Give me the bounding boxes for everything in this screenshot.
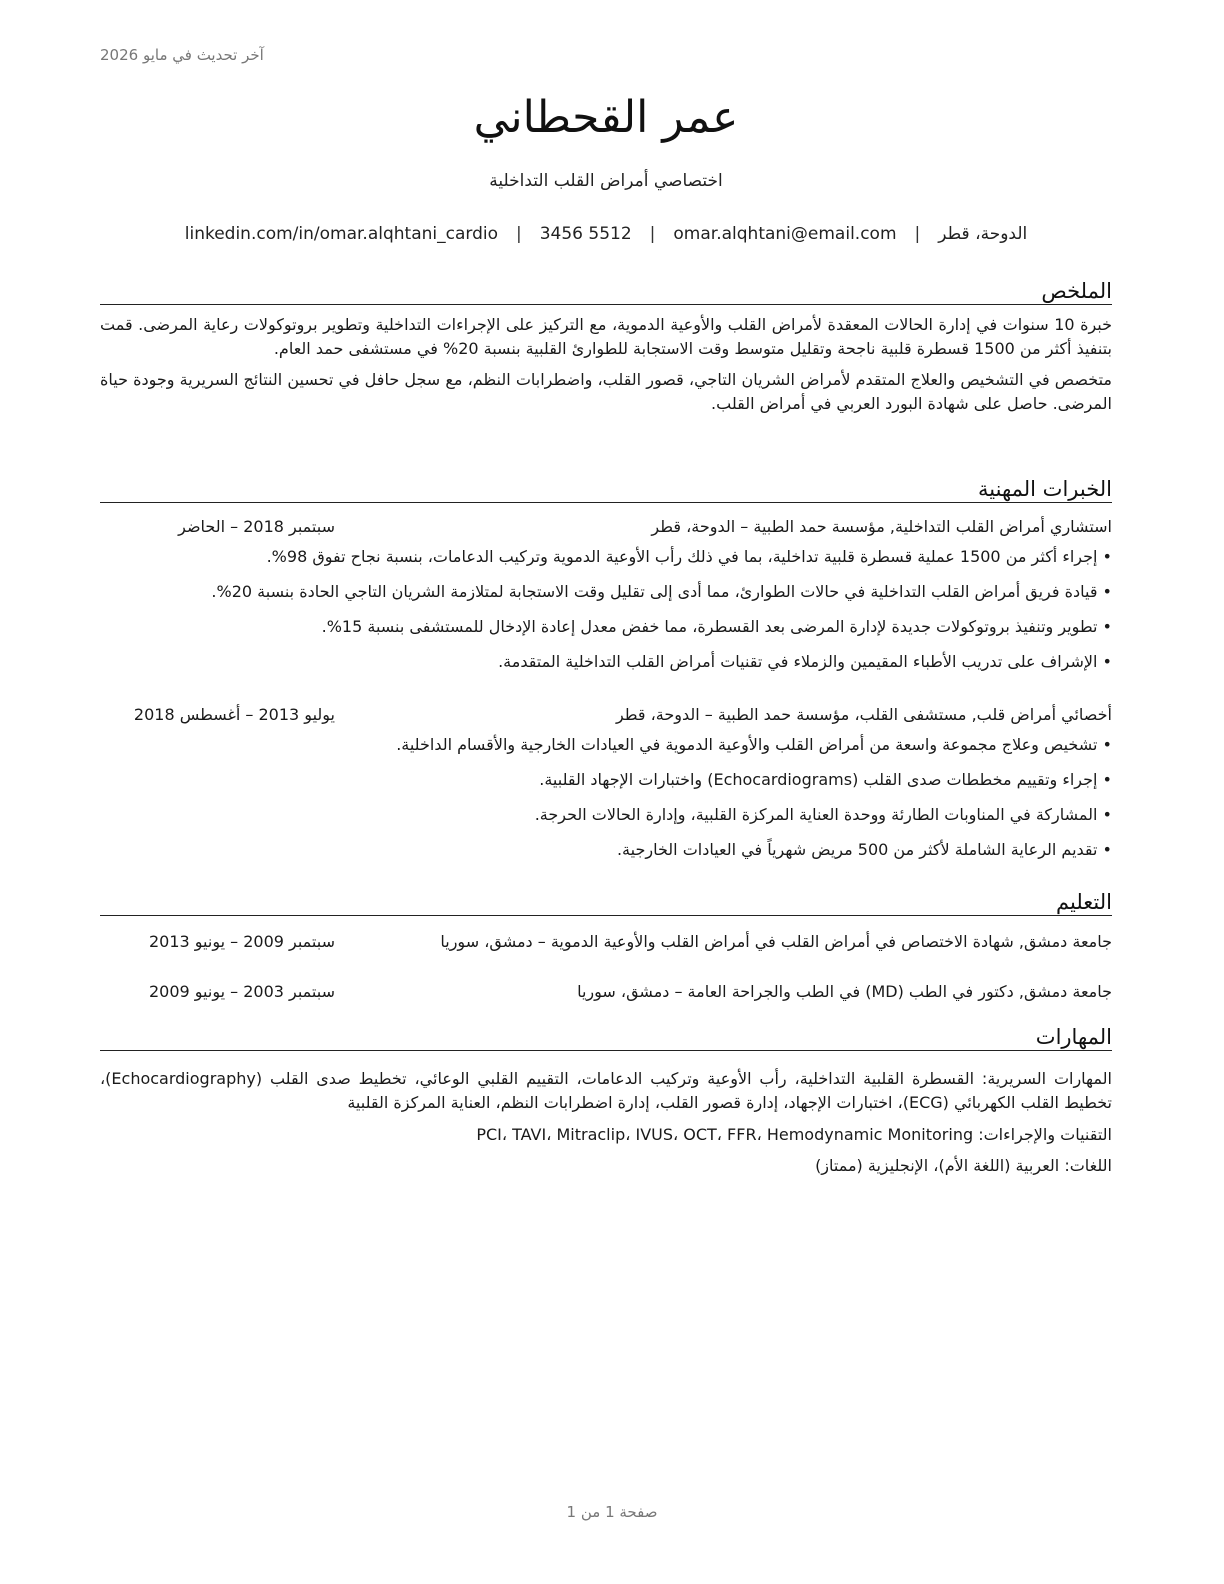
contact-separator: | [516, 224, 522, 244]
candidate-title: اختصاصي أمراض القلب التداخلية [489, 171, 723, 191]
job-header [100, 515, 1112, 539]
skills-techniques: التقنيات والإجراءات: PCI، TAVI، Mitraclip، IVUS، OCT، FFR، Hemodynamic Monitoring [476, 1125, 1112, 1144]
job-dates: يوليو 2013 – أغسطس 2018 [133, 705, 335, 724]
job-role: أخصائي أمراض قلب, مستشفى القلب، مؤسسة حمد الطبية – الدوحة، قطر [615, 705, 1112, 724]
job-bullet: • الإشراف على تدريب الأطباء المقيمين والزملاء في تقنيات أمراض القلب التداخلية المتقدمة. [100, 650, 1112, 674]
experience-section [100, 476, 1112, 862]
skills-heading: المهارات [100, 1024, 1112, 1051]
contact-phone: 3456 5512 [539, 224, 632, 244]
job-role: استشاري أمراض القلب التداخلية, مؤسسة حمد الطبية – الدوحة، قطر [651, 517, 1112, 536]
contact-linkedin[interactable]: linkedin.com/in/omar.alqhtani_cardio [184, 224, 498, 244]
job-dates: سبتمبر 2018 – الحاضر [178, 517, 335, 536]
candidate-name: عمر القحطاني [473, 92, 739, 143]
education-entry [100, 980, 1112, 1004]
page-number: صفحة 1 من 1 [566, 1503, 658, 1521]
job-bullets [100, 545, 1112, 674]
contact-line [100, 224, 1112, 244]
education-dates: سبتمبر 2009 – يونيو 2013 [148, 932, 335, 951]
skills-clinical: المهارات السريرية: القسطرة القلبية التداخلية، رأب الأوعية وتركيب الدعامات، التقييم القلبي الوعائي، تخطيط صدى القلب (Echocardiography)، تخطيط القلب الكهربائي (ECG)، اختبارات الإجهاد، إدارة قصور القلب، إدارة اضطرابات النظم، العناية المركزة القلبية [100, 1069, 1112, 1112]
summary-section [100, 278, 1112, 416]
summary-heading: الملخص [100, 278, 1112, 305]
job-bullet: • قيادة فريق أمراض القلب التداخلية في حالات الطوارئ، مما أدى إلى تقليل وقت الاستجابة لمتلازمة الشريان التاجي الحادة بنسبة 20%. [100, 580, 1112, 604]
job-bullet: • إجراء أكثر من 1500 عملية قسطرة قلبية تداخلية، بما في ذلك رأب الأوعية الدموية وتركيب الدعامات، بنسبة نجاح تفوق 98%. [100, 545, 1112, 569]
summary-paragraph: خبرة 10 سنوات في إدارة الحالات المعقدة لأمراض القلب والأوعية الدموية، مع التركيز على الإجراءات التداخلية وتطوير بروتوكولات رعاية المرضى. قمت بتنفيذ أكثر من 1500 قسطرة قلبية ناجحة وتقليل متوسط وقت الاستجابة للطوارئ القلبية بنسبة 20% في مستشفى حمد العام. [100, 315, 1113, 358]
job-bullet: • تشخيص وعلاج مجموعة واسعة من أمراض القلب والأوعية الدموية في العيادات الخارجية والأقسام الداخلية. [100, 733, 1112, 757]
contact-email[interactable]: omar.alqhtani@email.com [673, 224, 897, 244]
job-bullet: • المشاركة في المناوبات الطارئة ووحدة العناية المركزة القلبية، وإدارة الحالات الحرجة. [100, 803, 1112, 827]
education-entry [100, 930, 1112, 954]
job-bullet: • تطوير وتنفيذ بروتوكولات جديدة لإدارة المرضى بعد القسطرة، مما خفض معدل إعادة الإدخال للمستشفى بنسبة 15%. [100, 615, 1112, 639]
job-bullets [100, 733, 1112, 862]
summary-paragraph: متخصص في التشخيص والعلاج المتقدم لأمراض الشريان التاجي، قصور القلب، واضطرابات النظم، مع سجل حافل في تحسين النتائج السريرية وجودة حياة المرضى. حاصل على شهادة البورد العربي في أمراض القلب. [100, 370, 1112, 413]
education-dates: سبتمبر 2003 – يونيو 2009 [148, 982, 335, 1001]
job-bullet: • إجراء وتقييم مخططات صدى القلب (Echocardiograms) واختبارات الإجهاد القلبية. [100, 768, 1112, 792]
education-text: جامعة دمشق, دكتور في الطب (MD) في الطب والجراحة العامة – دمشق، سوريا [577, 982, 1112, 1001]
skills-section [100, 1024, 1112, 1178]
education-text: جامعة دمشق, شهادة الاختصاص في أمراض القلب في أمراض القلب والأوعية الدموية – دمشق، سوريا [440, 932, 1112, 951]
contact-separator: | [914, 224, 921, 244]
contact-separator: | [649, 224, 656, 244]
experience-heading: الخبرات المهنية [100, 476, 1112, 503]
last-updated-note: آخر تحديث في مايو 2026 [100, 46, 264, 64]
education-section [100, 889, 1112, 1004]
contact-location: الدوحة، قطر [938, 224, 1028, 244]
job-bullet: • تقديم الرعاية الشاملة لأكثر من 500 مريض شهرياً في العيادات الخارجية. [100, 838, 1112, 862]
education-heading: التعليم [100, 889, 1112, 916]
skills-languages: اللغات: العربية (اللغة الأم)، الإنجليزية (ممتاز) [815, 1156, 1112, 1175]
job-header [100, 703, 1112, 727]
